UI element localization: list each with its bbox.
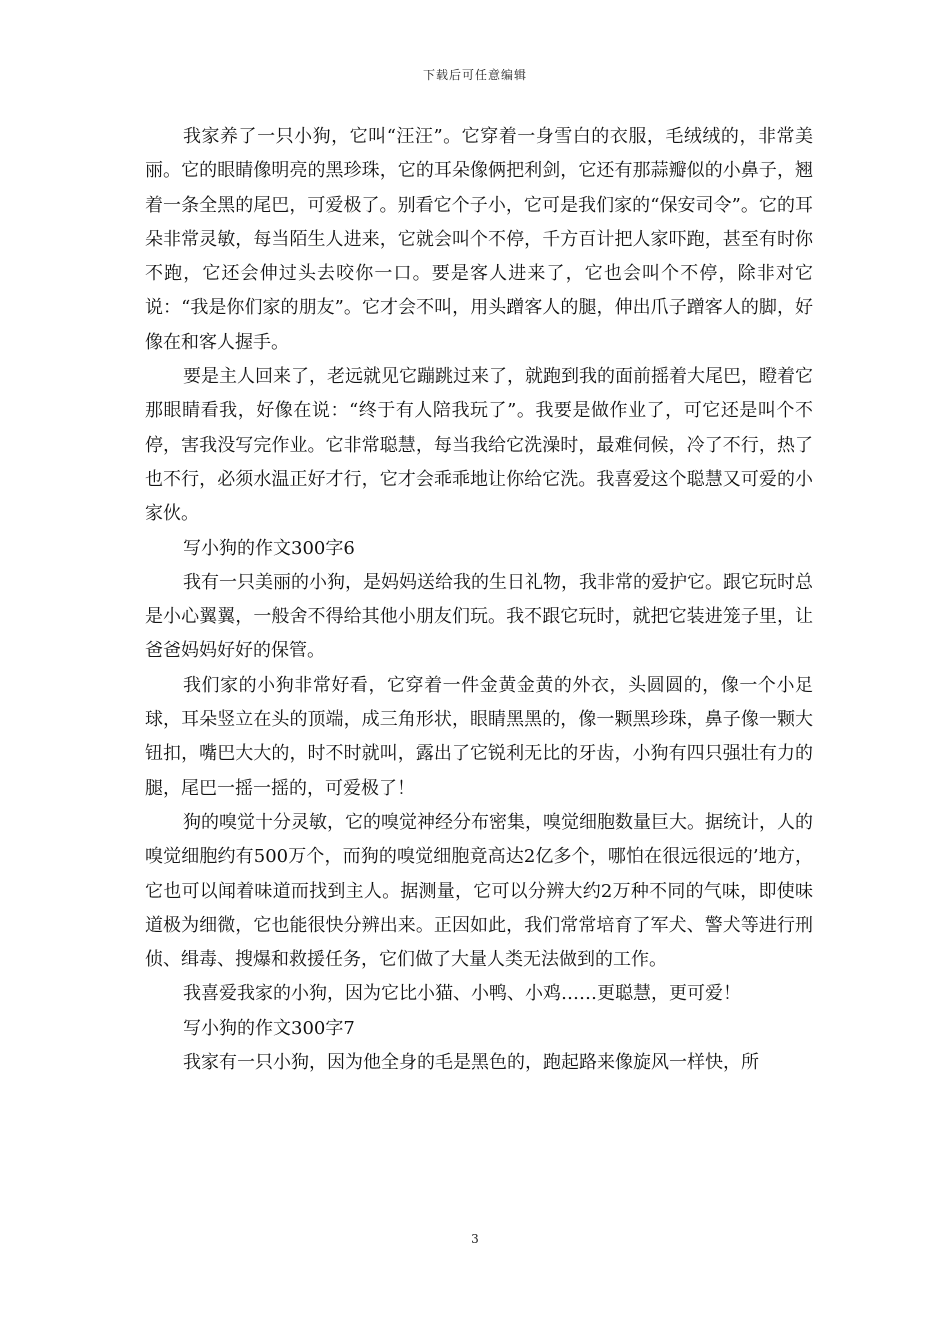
body-paragraph: 要是主人回来了，老远就见它蹦跳过来了，就跑到我的面前摇着大尾巴，瞪着它那眼睛看我，好像在说：“终于有人陪我玩了”。我要是做作业了，可它还是叫个不停，害我没写完作业。它非常聪慧，每当我给它洗澡时，最难伺候，冷了不行，热了也不行，必须水温正好才行，它才会乖乖地让你给它洗。我喜爱这个聪慧又可爱的小家伙。 [145, 366, 813, 525]
body-paragraph: 我家有一只小狗，因为他全身的毛是黑色的，跑起路来像旋风一样快，所 [183, 1052, 759, 1074]
document-body [145, 120, 813, 1080]
page-number: 3 [471, 1232, 479, 1246]
body-paragraph: 我有一只美丽的小狗，是妈妈送给我的生日礼物，我非常的爱护它。跟它玩时总是小心翼翼，一般舍不得给其他小朋友们玩。我不跟它玩时，就把它装进笼子里，让爸爸妈妈好好的保管。 [145, 571, 813, 662]
body-paragraph: 我们家的小狗非常好看，它穿着一件金黄金黄的外衣，头圆圆的，像一个小足球，耳朵竖立在头的顶端，成三角形状，眼睛黑黑的，像一颗黑珍珠，鼻子像一颗大钮扣，嘴巴大大的，时不时就叫，露出了它锐利无比的牙齿，小狗有四只强壮有力的腿，尾巴一摇一摇的，可爱极了！ [145, 674, 813, 799]
section-heading: 写小狗的作文300字7 [183, 1017, 355, 1039]
body-paragraph: 我家养了一只小狗，它叫“汪汪”。它穿着一身雪白的衣服，毛绒绒的，非常美丽。它的眼睛像明亮的黑珍珠，它的耳朵像俩把利剑，它还有那蒜瓣似的小鼻子，翘着一条全黑的尾巴，可爱极了。别看它个子小，它可是我们家的“保安司令”。它的耳朵非常灵敏，每当陌生人进来，它就会叫个不停，千方百计把人家吓跑，甚至有时你不跑，它还会伸过头去咬你一口。要是客人进来了，它也会叫个不停，除非对它说：“我是你们家的朋友”。它才会不叫，用头蹭客人的腿，伸出爪子蹭客人的脚，好像在和客人握手。 [145, 126, 813, 353]
body-paragraph: 狗的嗅觉十分灵敏，它的嗅觉神经分布密集，嗅觉细胞数量巨大。据统计，人的嗅觉细胞约有500万个，而狗的嗅觉细胞竟高达2亿多个，哪怕在很远很远的’地方，它也可以闻着味道而找到主人。据测量，它可以分辨大约2万种不同的气味，即使味道极为细微，它也能很快分辨出来。正因如此，我们常常培育了军犬、警犬等进行刑侦、缉毒、搜爆和救援任务，它们做了大量人类无法做到的工作。 [145, 811, 813, 971]
page-header: 下载后可任意编辑 [422, 68, 527, 82]
body-paragraph: 我喜爱我家的小狗，因为它比小猫、小鸭、小鸡……更聪慧，更可爱！ [183, 983, 741, 1005]
section-heading: 写小狗的作文300字6 [183, 537, 355, 559]
